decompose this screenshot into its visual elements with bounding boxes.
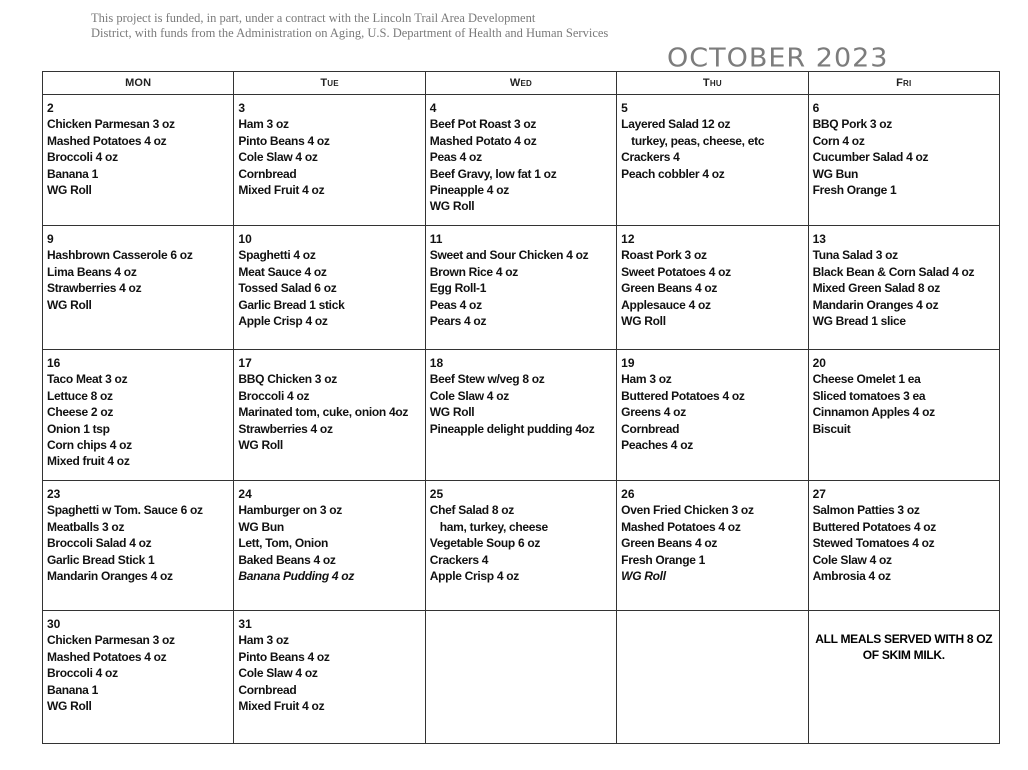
day-cell bbox=[43, 350, 234, 481]
header-thu: Thu bbox=[617, 72, 808, 95]
menu-item: Mashed Potatoes 4 oz bbox=[621, 519, 741, 534]
menu-item: Chicken Parmesan 3 oz bbox=[47, 633, 175, 648]
day-menu bbox=[809, 95, 999, 198]
menu-item: Marinated tom, cuke, onion 4oz bbox=[238, 405, 409, 420]
day-menu bbox=[234, 95, 424, 198]
day-number: 12 bbox=[621, 232, 635, 246]
day-menu bbox=[426, 611, 616, 616]
menu-item: Banana 1 bbox=[47, 166, 98, 181]
menu-item: Strawberries 4 oz bbox=[238, 421, 333, 436]
day-menu bbox=[43, 95, 233, 198]
day-number: 31 bbox=[238, 617, 252, 631]
day-cell bbox=[43, 95, 234, 226]
menu-item: Roast Pork 3 oz bbox=[621, 248, 707, 263]
menu-calendar bbox=[42, 71, 1000, 744]
day-number: 10 bbox=[238, 232, 252, 246]
funding-line-2: District, with funds from the Administration on Aging, U.S. Department of Health and Human Services bbox=[91, 26, 609, 40]
day-number: 26 bbox=[621, 487, 635, 501]
day-menu bbox=[43, 350, 233, 470]
day-menu bbox=[426, 350, 616, 437]
day-number: 16 bbox=[47, 356, 61, 370]
day-cell bbox=[808, 95, 999, 226]
menu-item: Broccoli Salad 4 oz bbox=[47, 536, 152, 551]
day-menu bbox=[809, 226, 999, 329]
menu-item: Brown Rice 4 oz bbox=[429, 264, 518, 279]
menu-item: Strawberries 4 oz bbox=[47, 281, 142, 296]
menu-item: Cole Slaw 4 oz bbox=[812, 552, 892, 567]
menu-item: Meat Sauce 4 oz bbox=[238, 264, 327, 279]
menu-item: WG Roll bbox=[621, 569, 666, 584]
menu-item: Peaches 4 oz bbox=[621, 438, 693, 453]
day-menu bbox=[234, 226, 424, 329]
menu-item: Beef Pot Roast 3 oz bbox=[429, 117, 537, 132]
day-cell bbox=[43, 611, 234, 744]
menu-item: WG Roll bbox=[429, 405, 475, 420]
menu-item: Cucumber Salad 4 oz bbox=[812, 150, 929, 165]
menu-item: Pinto Beans 4 oz bbox=[238, 133, 330, 148]
day-number: 25 bbox=[429, 487, 444, 501]
menu-item: WG Roll bbox=[47, 699, 92, 714]
menu-item: Hamburger on 3 oz bbox=[238, 503, 342, 518]
day-number: 5 bbox=[621, 101, 628, 115]
day-cell bbox=[425, 350, 616, 481]
day-cell bbox=[425, 226, 616, 350]
menu-item: Stewed Tomatoes 4 oz bbox=[812, 536, 935, 551]
menu-item: Peach cobbler 4 oz bbox=[621, 166, 725, 181]
menu-item: Vegetable Soup 6 oz bbox=[429, 536, 541, 551]
day-number: 20 bbox=[812, 356, 826, 370]
menu-item: Apple Crisp 4 oz bbox=[238, 314, 328, 329]
day-cell bbox=[425, 481, 616, 611]
funding-line-1: This project is funded, in part, under a contract with the Lincoln Trail Area Development bbox=[91, 11, 536, 25]
day-cell bbox=[234, 481, 425, 611]
day-number: 23 bbox=[47, 487, 61, 501]
menu-item: Sweet Potatoes 4 oz bbox=[621, 264, 731, 279]
menu-item: Buttered Potatoes 4 oz bbox=[812, 519, 936, 534]
week-row bbox=[43, 95, 1000, 226]
skim-milk-note: ALL MEALS SERVED WITH 8 OZ OF SKIM MILK. bbox=[815, 632, 993, 662]
menu-item: WG Roll bbox=[429, 199, 475, 214]
menu-item: Cole Slaw 4 oz bbox=[238, 150, 318, 165]
day-cell bbox=[425, 611, 616, 744]
menu-item: Biscuit bbox=[812, 421, 851, 436]
menu-item: Garlic Bread Stick 1 bbox=[47, 552, 155, 567]
menu-item: Corn chips 4 oz bbox=[47, 438, 132, 453]
day-number: 24 bbox=[238, 487, 252, 501]
day-cell bbox=[425, 95, 616, 226]
day-menu bbox=[43, 481, 233, 584]
menu-item: Mashed Potatoes 4 oz bbox=[47, 133, 167, 148]
day-number: 11 bbox=[429, 232, 443, 246]
menu-item: Sweet and Sour Chicken 4 oz bbox=[429, 248, 589, 263]
day-cell bbox=[808, 481, 999, 611]
menu-item: BBQ Chicken 3 oz bbox=[238, 372, 337, 387]
menu-item: Ham 3 oz bbox=[621, 372, 672, 387]
menu-item: Ham 3 oz bbox=[238, 117, 289, 132]
menu-item: Cornbread bbox=[238, 166, 297, 181]
menu-item: WG Bread 1 slice bbox=[812, 314, 906, 329]
header-fri: Fri bbox=[808, 72, 999, 95]
menu-item: Apple Crisp 4 oz bbox=[429, 569, 519, 584]
day-cell bbox=[43, 481, 234, 611]
menu-item: Cornbread bbox=[238, 682, 297, 697]
menu-item: Broccoli 4 oz bbox=[47, 150, 118, 165]
menu-item: Crackers 4 bbox=[621, 150, 680, 165]
menu-item: Pineapple delight pudding 4oz bbox=[429, 421, 595, 436]
menu-item: Lett, Tom, Onion bbox=[238, 536, 329, 551]
menu-item: Broccoli 4 oz bbox=[238, 388, 310, 403]
menu-item: WG Bun bbox=[812, 166, 859, 181]
menu-item: Beef Gravy, low fat 1 oz bbox=[429, 166, 557, 181]
menu-item: Peas 4 oz bbox=[429, 150, 482, 165]
menu-item: Crackers 4 bbox=[429, 552, 489, 567]
menu-item: Mixed fruit 4 oz bbox=[47, 454, 130, 469]
menu-item: Spaghetti 4 oz bbox=[238, 248, 316, 263]
weekday-header-row bbox=[43, 72, 1000, 95]
menu-item: Cole Slaw 4 oz bbox=[238, 666, 318, 681]
day-number: 2 bbox=[47, 101, 54, 115]
menu-item: Buttered Potatoes 4 oz bbox=[621, 388, 745, 403]
menu-item: Layered Salad 12 oz bbox=[621, 117, 731, 132]
menu-item: Cheese Omelet 1 ea bbox=[812, 372, 921, 387]
menu-item: Corn 4 oz bbox=[812, 133, 865, 148]
menu-item: ham, turkey, cheese bbox=[439, 519, 548, 534]
menu-item: Lima Beans 4 oz bbox=[47, 264, 137, 279]
day-cell bbox=[234, 350, 425, 481]
day-menu bbox=[809, 481, 999, 584]
menu-item: WG Bun bbox=[238, 519, 284, 534]
day-cell bbox=[43, 226, 234, 350]
header-wed: Wed bbox=[425, 72, 616, 95]
menu-item: Pineapple 4 oz bbox=[429, 183, 509, 198]
day-menu bbox=[617, 95, 807, 182]
day-cell bbox=[808, 226, 999, 350]
day-number: 13 bbox=[812, 232, 826, 246]
menu-item: Tossed Salad 6 oz bbox=[238, 281, 337, 296]
day-number: 6 bbox=[812, 101, 820, 115]
day-number: 17 bbox=[238, 356, 252, 370]
day-cell bbox=[234, 226, 425, 350]
day-menu bbox=[43, 611, 233, 714]
day-number: 3 bbox=[238, 101, 246, 115]
menu-item: Sliced tomatoes 3 ea bbox=[812, 388, 926, 403]
day-number: 18 bbox=[429, 356, 444, 370]
menu-item: WG Roll bbox=[47, 297, 92, 312]
menu-item: Ambrosia 4 oz bbox=[812, 569, 891, 584]
day-menu bbox=[234, 481, 424, 584]
menu-item: Tuna Salad 3 oz bbox=[812, 248, 898, 263]
day-cell bbox=[617, 95, 808, 226]
day-cell bbox=[808, 611, 999, 744]
menu-item: Garlic Bread 1 stick bbox=[238, 297, 345, 312]
menu-item: Pears 4 oz bbox=[429, 314, 487, 329]
month-title: OCTOBER 2023 bbox=[667, 43, 889, 74]
week-row bbox=[43, 350, 1000, 481]
day-menu bbox=[617, 226, 807, 329]
menu-item: Baked Beans 4 oz bbox=[238, 552, 336, 567]
day-cell bbox=[617, 350, 808, 481]
menu-item: BBQ Pork 3 oz bbox=[812, 117, 893, 132]
menu-item: WG Roll bbox=[47, 183, 92, 198]
day-cell bbox=[617, 226, 808, 350]
menu-item: Mixed Fruit 4 oz bbox=[238, 183, 325, 198]
menu-item: Banana 1 bbox=[47, 682, 98, 697]
day-cell bbox=[808, 350, 999, 481]
day-menu bbox=[617, 350, 807, 453]
menu-item: Applesauce 4 oz bbox=[621, 297, 711, 312]
menu-item: Onion 1 tsp bbox=[47, 421, 110, 436]
day-cell bbox=[234, 611, 425, 744]
menu-item: Spaghetti w Tom. Sauce 6 oz bbox=[47, 503, 203, 518]
day-menu bbox=[617, 611, 807, 616]
menu-item: Banana Pudding 4 oz bbox=[238, 569, 355, 584]
week-row bbox=[43, 611, 1000, 744]
menu-item: Fresh Orange 1 bbox=[812, 183, 897, 198]
menu-item: Chef Salad 8 oz bbox=[429, 503, 514, 518]
menu-item: Mashed Potato 4 oz bbox=[429, 133, 537, 148]
day-cell bbox=[617, 611, 808, 744]
day-number: 4 bbox=[429, 101, 437, 115]
day-menu bbox=[234, 350, 424, 453]
menu-item: Meatballs 3 oz bbox=[47, 519, 125, 534]
menu-item: Cole Slaw 4 oz bbox=[429, 388, 509, 403]
day-number: 9 bbox=[47, 232, 54, 246]
funding-statement bbox=[91, 11, 608, 41]
menu-item: Taco Meat 3 oz bbox=[47, 372, 128, 387]
header-tue: Tue bbox=[234, 72, 425, 95]
week-row bbox=[43, 226, 1000, 350]
day-menu bbox=[234, 611, 424, 714]
menu-item: Pinto Beans 4 oz bbox=[238, 649, 330, 664]
menu-item: Egg Roll-1 bbox=[429, 281, 487, 296]
menu-item: Mandarin Oranges 4 oz bbox=[47, 569, 173, 584]
menu-item: Fresh Orange 1 bbox=[621, 552, 706, 567]
day-menu bbox=[617, 481, 807, 584]
menu-item: WG Roll bbox=[238, 438, 283, 453]
menu-item: Green Beans 4 oz bbox=[621, 536, 718, 551]
menu-item: Mandarin Oranges 4 oz bbox=[812, 297, 939, 312]
day-menu bbox=[43, 226, 233, 313]
menu-item: Beef Stew w/veg 8 oz bbox=[429, 372, 545, 387]
day-number: 27 bbox=[812, 487, 826, 501]
day-menu bbox=[426, 226, 616, 329]
menu-item: Broccoli 4 oz bbox=[47, 666, 118, 681]
menu-item: Mixed Green Salad 8 oz bbox=[812, 281, 941, 296]
menu-item: Greens 4 oz bbox=[621, 405, 686, 420]
day-number: 19 bbox=[621, 356, 635, 370]
menu-item: Salmon Patties 3 oz bbox=[812, 503, 920, 518]
menu-item: Cornbread bbox=[621, 421, 680, 436]
day-cell bbox=[234, 95, 425, 226]
menu-item: Peas 4 oz bbox=[429, 297, 482, 312]
menu-item: Green Beans 4 oz bbox=[621, 281, 718, 296]
menu-item: Black Bean & Corn Salad 4 oz bbox=[812, 264, 975, 279]
menu-item: Cinnamon Apples 4 oz bbox=[812, 405, 935, 420]
menu-item: Mashed Potatoes 4 oz bbox=[47, 649, 167, 664]
day-menu bbox=[809, 350, 999, 437]
menu-item: turkey, peas, cheese, etc bbox=[631, 133, 765, 148]
day-number: 30 bbox=[47, 617, 61, 631]
menu-item: Oven Fried Chicken 3 oz bbox=[621, 503, 754, 518]
day-cell bbox=[617, 481, 808, 611]
menu-item: Mixed Fruit 4 oz bbox=[238, 699, 325, 714]
day-menu bbox=[426, 95, 616, 215]
day-menu bbox=[426, 481, 616, 584]
menu-item: Cheese 2 oz bbox=[47, 405, 114, 420]
header-mon: MON bbox=[43, 72, 234, 95]
menu-item: Lettuce 8 oz bbox=[47, 388, 113, 403]
menu-item: Chicken Parmesan 3 oz bbox=[47, 117, 175, 132]
menu-item: Ham 3 oz bbox=[238, 633, 289, 648]
menu-item: WG Roll bbox=[621, 314, 666, 329]
week-row bbox=[43, 481, 1000, 611]
menu-item: Hashbrown Casserole 6 oz bbox=[47, 248, 193, 263]
